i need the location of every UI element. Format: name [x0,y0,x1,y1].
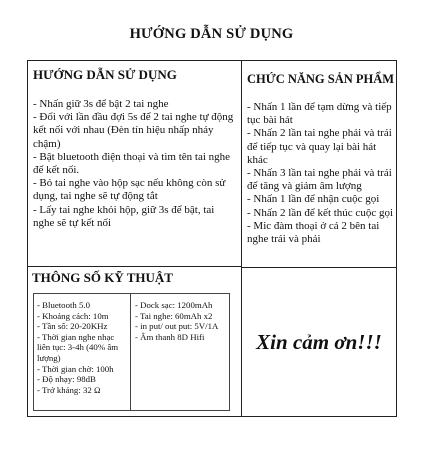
spec-item: - Trở kháng: 32 Ω [37,384,101,395]
usage-item: - Bật bluetooth điện thoại và tìm tên tai nghe để kết nối. [33,150,231,177]
usage-item: - Bỏ tai nghe vào hộp sạc nếu không còn sử dụng, tai nghe sẽ tự động tắt [33,177,226,203]
functions-list [247,101,393,246]
specs-heading: THÔNG SỐ KỸ THUẬT [32,270,173,285]
usage-item: - Đối với lần đầu đợi 5s để 2 tai nghe tự động kết nối với nhau (Đèn tín hiệu nhấp nháy chậm) [33,111,234,150]
spec-item: - Khoảng cách: 10m [37,310,109,321]
info-table [27,60,397,417]
spec-item: - in put/ out put: 5V/1A [135,321,219,332]
specs-table [33,293,230,411]
usage-section [33,67,238,230]
function-item: - Nhấn 1 lần để tạm dừng và tiếp tục bài hát [247,101,392,127]
usage-list [33,98,238,230]
page-title: HƯỚNG DẪN SỬ DỤNG [129,26,294,42]
spec-item: - Thời gian chờ: 100h [37,363,114,374]
spec-item: - Dock sạc: 1200mAh [135,300,213,310]
function-item: - Nhấn 1 lần để nhận cuộc gọi [247,193,380,206]
spec-item: - Độ nhạy: 98dB [37,374,96,385]
spec-item: - Bluetooth 5.0 [37,300,91,310]
usage-heading: HƯỚNG DẪN SỬ DỤNG [33,67,177,82]
function-item: - Nhấn 2 lần tai nghe phải và trái để tiếp tục và quay lại bài hát khác [247,127,392,166]
function-item: - Nhấn 2 lần để kết thúc cuộc gọi [247,206,394,219]
spec-item: - Tai nghe: 60mAh x2 [135,310,213,321]
spec-item: - Tần số: 20-20KHz [37,321,108,332]
thank-you-message: Xin cảm ơn!!! [256,329,382,354]
functions-section [247,67,393,246]
specs-column-divider [130,294,131,410]
usage-item: - Nhấn giữ 3s để bật 2 tai nghe [33,98,169,110]
function-item: - Mic đàm thoại ở cả 2 bên tai nghe trái và phải [247,219,380,246]
row-divider-left [28,266,241,267]
function-item: - Nhấn 3 lần tai nghe phải và trái để tăng và giảm âm lượng [247,167,392,193]
specs-left-column [37,300,127,395]
spec-item: - Âm thanh 8D Hifi [135,331,205,342]
specs-right-column [135,300,227,342]
functions-heading: CHỨC NĂNG SẢN PHẨM [247,72,395,86]
usage-item: - Lấy tai nghe khỏi hộp, giữ 3s để bật, tai nghe sẽ tự kết nối [33,203,215,229]
spec-item: - Thời gian nghe nhạc liên tục: 3-4h (40% âm lượng) [37,331,119,363]
